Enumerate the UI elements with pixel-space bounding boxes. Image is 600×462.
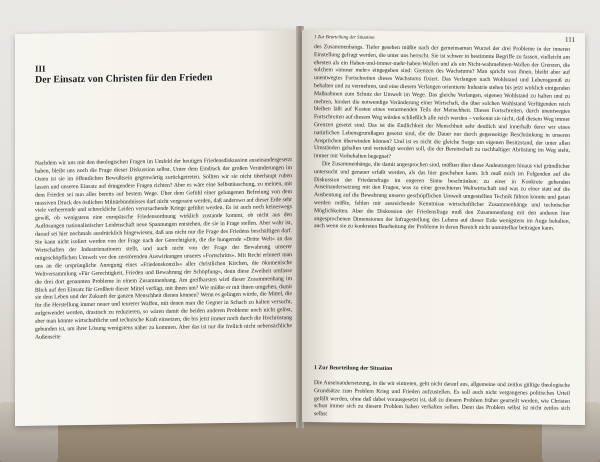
right-page-body <box>314 44 570 234</box>
section-body <box>314 380 570 422</box>
right-page <box>302 30 585 425</box>
paragraph: Nachdem wir uns mit den theologischen Fragen im Umfeld der heutigen Friedensdiskussion auseinandergesetzt haben, bleibt uns noch die Frage dieser Diskussion selbst. Unter dem Eindruck der großen Veränderungen im Osten ist sie im öffentlichen Bewußtsein gegenwärtig zurückgetreten. Sollten wir sie nicht überhaupt ruhen lassen und unseren Einsatz auf dringendere Fragen richten? Aber es wäre eine Selbsttäuschung, zu meinen, mit dem Frieden sei nun alles bereits auf bestem Wege. Über dem Gefühl einer gelungenen Befreiung von dem massiven Druck des östlichen Militärbündnisses darf nicht vergessen werden, daß anderswo auf dieser Erde sehr viele verheerende und schreckliche Leiden verursachende Kriege geführt werden. Es ist auch noch keineswegs gewiß, ob wenigstens eine europäische Friedensordnung wirklich zustande kommt, ob nicht aus den Auflösungen nationalistischer Leidenschaft neue Spannungen entstehen, die sie in Frage stellen. Aber wahr ist, darauf sei hier nochmals ausdrücklich hingewiesen, daß uns nicht nur die Frage des Friedens beschäftigen darf. Sie kann nicht isoliert werden von der Frage nach der Gerechtigkeit, die die hungernde »Dritte Welt« an das Wirtschaften der Industrienationen stellt, und auch nicht von der Frage der Bewahrung unserer mitgeschöpflichen Umwelt vor den zerstörenden Auswirkungen unseres »Fortschritts«. Mit Recht erinnert man uns an die ursprüngliche Anregung eines »Friedenskonzils« aller christlichen Kirchen, die ökumenische Weltversammlung »Für Gerechtigkeit, Frieden und Bewahrung der Schöpfung«, denn diese Zweiheit umfasse die drei dort genannten Probleme in einem Zusammenhang. Am greifbarsten wird dieser Zusammenhang im Blick auf den Einsatz für Großheit dieser Mittel verfügt, mit ihnen um? Wie müßte er mit ihnen umgehen, damit sie dem Leben und der Zukunft der ganzen Menschheit dienen können? Wenn es gelingen würde, die Mittel, die für die Herstellung immer neuer und teurerer Waffen, mit denen man die Gegner in Schach zu halten versucht, aufgewendet werden, drastisch zu reduzieren, so wären damit die beiden anderen Probleme noch nicht gelöst, aber man könnte wirtschaftliche und technische Kraft einsetzen, die bis jetzt immer noch durch die Hochrüstung gebunden ist, um ihrer Lösung wenigstens näher zu kommen. Aber das ist nur die freilich nicht nebensächliche Außenseite <box>35 157 292 341</box>
chapter-number: III <box>35 63 46 74</box>
paragraph: des Zusammenhangs. Tiefer gesehen müßte nach der gemeinsamen Wurzel der drei Probleme in der inneren Einstellung gefragt werden, die unter uns herrscht. Sie ist schwer in bestimmte Begriffe zu fassen, vielleicht am ehesten als ein Haben-und-immer-mehr-haben-Wollen und als ein Nicht-wahrnehmen-Wollen der Grenzen, die solchem »immer mehr« eingegeben sind: Grenzen des Wachstums? Man spricht von ihnen, bleibt aber auf unentwegtes Fortschreiten dieses Wachstums fixiert. Das Verlangen nach Wohlstand und Lebensgenuß zu behalten und zu vermehren, und eine diesem Verlangen orientierte Industrie stehen bis jetzt wirklich einigenden Maßnahmen zum Schutz der Umwelt im Wege. Das gleiche Verlangen, eigenen Wohlstand zu halten und zu mehren, hindert die notwendige Veränderung einer Wirtschaft, die über solchen Wohlstand Verfügenden reich bleiben läßt auf Kosten eines verarmenden Teils der Menschheit. Dieses Fortschreiten, durch unentwegtes Fortschreiten auf diesem Weg würden schließlich alle reich werden – verkennt sie nicht, daß diesem Weg immer Grenzen gesetzt sind. Das ist die Endlichkeit der Menschheit sehr deutlich und innerhalb derer wir eines natürlichen Lebensgrundlagen gesetzt sind, die die Dauer nur durch gegenseitige Beschränkung in unseren Ansprüchen überwinden können? Und ist es nicht die gleiche Sorge um eigenen Besitzstand, der unter allen Umständen gehalten und verteidigt werden soll, die der Bereitschaft zu nachhaltiger Abrüstung im Weg steht, immer mit Vorbehalten begegnet? <box>314 44 570 161</box>
running-head: 1 Zur Beurteilung der Situation <box>314 35 375 41</box>
page-number: 111 <box>565 35 575 44</box>
section-heading: 1 Zur Beurteilung der Situation <box>314 365 393 372</box>
paragraph: Die Auseinandersetzung, in die wir eintreten, geht nicht darauf aus, allgemeine und zeitlos gültige theologische Grundsätze zum Problem Krieg und Frieden aufzustellen. Es soll auch nicht vergangenes politisches Urteil gefällt werden, ohne daß dabei vorausgesetzt ist, daß zu diesem Problem früher geurteilt werden, wie Christen schon immer sich zu diesem Problem haben verhalten sollen. Denn das Problem selbst ist nicht zeitlos sich selbst <box>314 380 570 418</box>
chapter-title: Der Einsatz von Christen für den Frieden <box>35 72 213 86</box>
left-page-body <box>35 157 292 342</box>
paragraph: Die Zusammenhänge, die damit angesprochen sind, müßten über diese Andeutungen hinaus viel gründlicher untersucht und genauer erfaßt werden, als das hier geschehen kann. Ich muß mich im Folgenden auf die Diskussion der Friedensfrage im engeren Sinne beschränken: zu einer in Konkrete gehenden Auseinandersetzung mit den Fragen, was zu einer gerechteren Weltwirtschaft und was zu einer statt auf die Ausbeutung auf die Bewahrung unserer geschöpflichen Umwelt umgestellten Technik führen könnte und getan werden müßte, fehlen mir ausreichende Kenntnisse wirtschaftlicher Zusammenhänge und technischer Möglichkeiten. Aber die Diskussion der Friedensfrage muß den Zusammenhang mit den anderen hier angesprochenen Dimensionen der Infragestellung des Lebens auf dieser Erde wenigstens im Auge behalten, auch wenn sie zu konkreten Bearbeitung der Probleme in deren Bereich nicht unmittelbar beitragen kann. <box>314 161 570 232</box>
left-page <box>15 30 298 426</box>
